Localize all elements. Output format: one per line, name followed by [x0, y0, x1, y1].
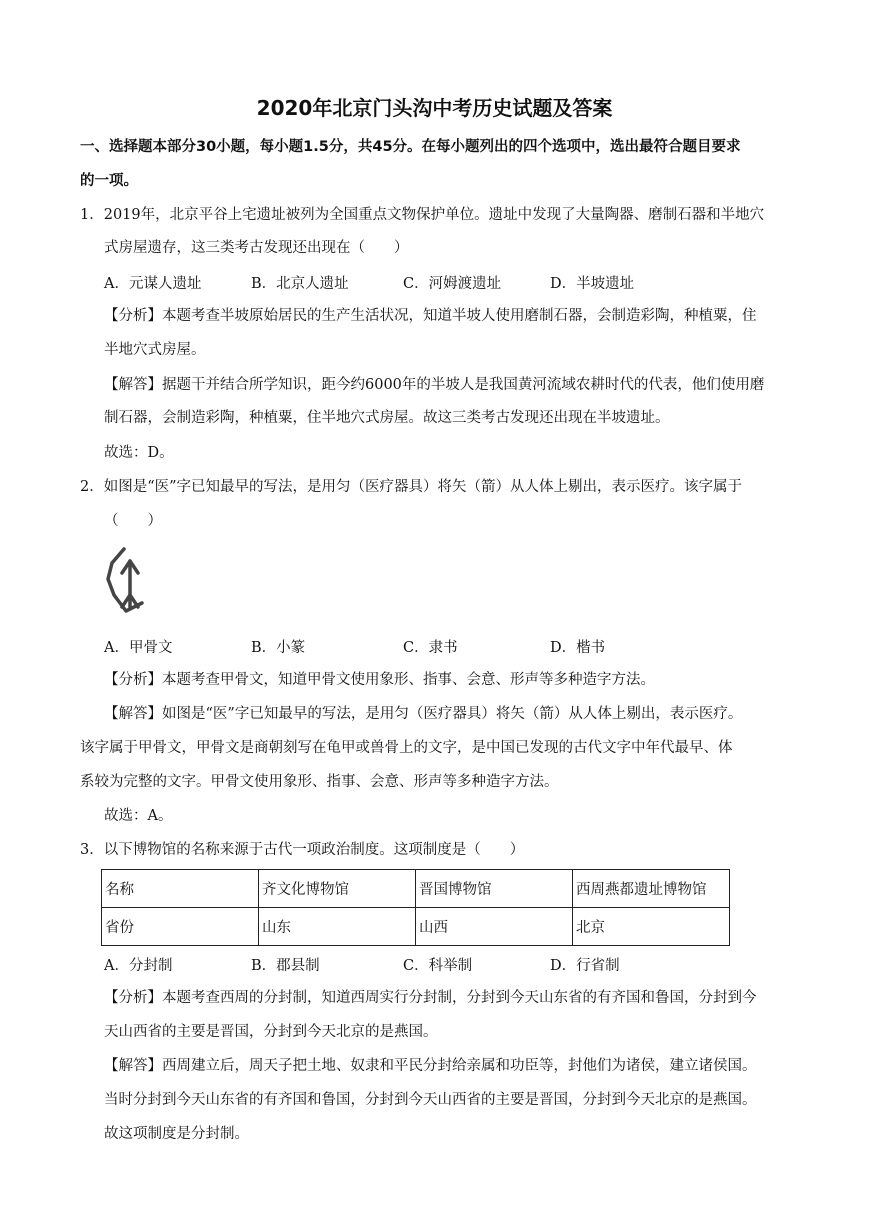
table-cell: 西周燕都遗址博物馆 — [573, 870, 730, 908]
museum-table — [101, 869, 730, 946]
table-cell: 北京 — [573, 908, 730, 946]
q3-option-d: D．行省制 — [550, 958, 620, 974]
q2-option-a: A．甲骨文 — [104, 640, 173, 656]
table-cell: 山西 — [416, 908, 573, 946]
q3-answer-cont-1: 当时分封到今天山东省的有齐国和鲁国，分封到今天山西省的主要是晋国，分封到今天北京的是燕国。 — [104, 1092, 757, 1108]
section-heading-cont: 的一项。 — [80, 173, 138, 189]
q2-answer-cont-2: 系较为完整的文字。甲骨文使用象形、指事、会意、形声等多种造字方法。 — [80, 774, 559, 790]
table-cell: 晋国博物馆 — [416, 870, 573, 908]
q1-answer: 【解答】据题干并结合所学知识，距今约6000年的半坡人是我国黄河流域农耕时代的代表，他们使用磨 — [104, 377, 765, 393]
q2-option-c: C．隶书 — [403, 640, 458, 656]
table-row — [102, 908, 730, 946]
table-cell: 名称 — [102, 870, 259, 908]
q3-analysis-cont: 天山西省的主要是晋国，分封到今天北京的是燕国。 — [104, 1024, 438, 1040]
q2-stem: 2．如图是“医”字已知最早的写法，是用匀（医疗器具）将矢（箭）从人体上剔出，表示医疗。该字属于 — [80, 479, 743, 495]
q1-answer-cont: 制石器，会制造彩陶，种植粟，住半地穴式房屋。故这三类考古发现还出现在半坡遗址。 — [104, 410, 670, 426]
q1-option-d: D．半坡遗址 — [550, 276, 635, 292]
q2-choice: 故选：A。 — [104, 808, 173, 824]
q1-option-a: A．元谋人遗址 — [104, 276, 202, 292]
q3-option-a: A．分封制 — [104, 958, 173, 974]
q1-analysis: 【分析】本题考查半坡原始居民的生产生活状况，知道半坡人使用磨制石器，会制造彩陶，种植粟，住 — [104, 308, 757, 324]
q1-stem-cont: 式房屋遗存，这三类考古发现还出现在（ ） — [104, 240, 409, 256]
q3-answer-cont-2: 故这项制度是分封制。 — [104, 1126, 249, 1142]
oracle-bone-yi-character-image — [104, 545, 148, 617]
section-heading: 一、选择题本部分30小题，每小题1.5分，共45分。在每小题列出的四个选项中，选出最符合题目要求 — [80, 139, 741, 155]
q2-answer-cont-1: 该字属于甲骨文，甲骨文是商朝刻写在龟甲或兽骨上的文字，是中国已发现的古代文字中年代最早、体 — [80, 740, 733, 756]
q3-option-c: C．科举制 — [403, 958, 473, 974]
table-cell: 齐文化博物馆 — [259, 870, 416, 908]
document-title: 2020年北京门头沟中考历史试题及答案 — [256, 96, 613, 120]
q1-stem: 1．2019年，北京平谷上宅遗址被列为全国重点文物保护单位。遗址中发现了大量陶器、磨制石器和半地穴 — [80, 207, 765, 223]
q2-option-b: B．小篆 — [251, 640, 306, 656]
q3-stem: 3．以下博物馆的名称来源于古代一项政治制度。这项制度是（ ） — [80, 842, 525, 858]
q1-analysis-cont: 半地穴式房屋。 — [104, 342, 206, 358]
q2-option-d: D．楷书 — [550, 640, 606, 656]
q2-stem-cont: （ ） — [104, 513, 162, 529]
q1-option-c: C．河姆渡遗址 — [403, 276, 502, 292]
table-cell: 山东 — [259, 908, 416, 946]
q1-option-b: B．北京人遗址 — [251, 276, 349, 292]
q3-answer: 【解答】西周建立后，周天子把土地、奴隶和平民分封给亲属和功臣等，封他们为诸侯，建立诸侯国。 — [104, 1058, 757, 1074]
table-row — [102, 870, 730, 908]
q2-analysis: 【分析】本题考查甲骨文，知道甲骨文使用象形、指事、会意、形声等多种造字方法。 — [104, 672, 655, 688]
table-cell: 省份 — [102, 908, 259, 946]
q3-analysis: 【分析】本题考查西周的分封制，知道西周实行分封制，分封到今天山东省的有齐国和鲁国，分封到今 — [104, 990, 757, 1006]
q1-choice: 故选：D。 — [104, 445, 174, 461]
q3-option-b: B．郡县制 — [251, 958, 320, 974]
q2-answer: 【解答】如图是“医”字已知最早的写法，是用匀（医疗器具）将矢（箭）从人体上剔出，表示医疗。 — [104, 706, 743, 722]
